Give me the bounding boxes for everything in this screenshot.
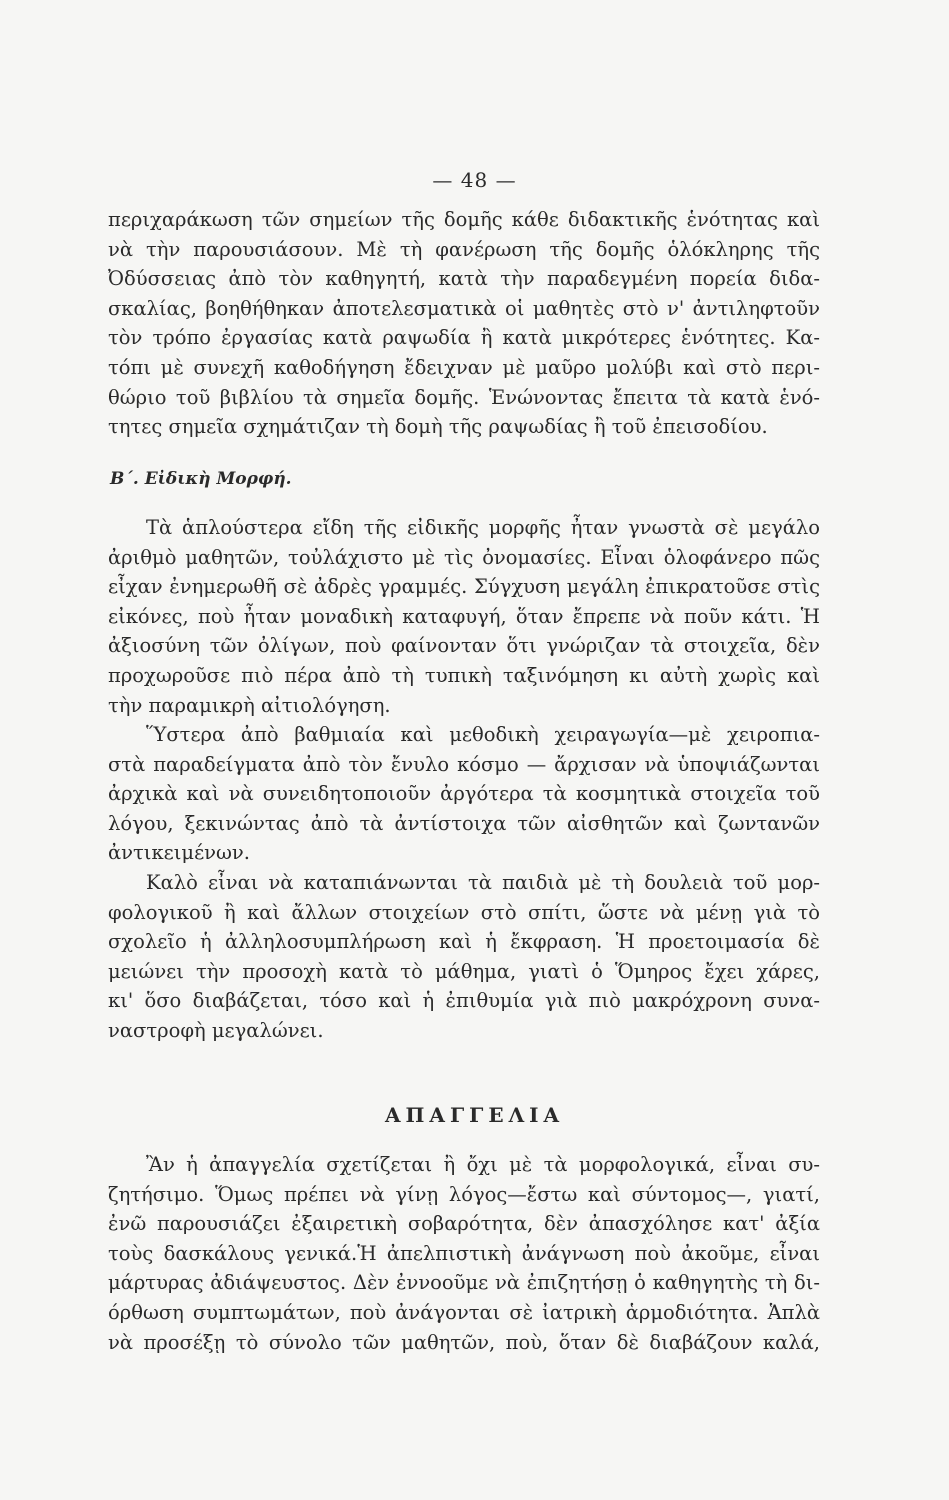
text-line: Ὀδύσσειας ἀπὸ τὸν καθηγητή, κατὰ τὴν παραδεγμένη πορεία διδα- [108, 267, 820, 291]
paragraph-special-form [108, 513, 820, 720]
text-line: μειώνει τὴν προσοχὴ κατὰ τὸ μάθημα, γιατὶ ὁ Ὅμηρος ἔχει χάρες, [108, 959, 820, 983]
text-line: εἶχαν ἐνημερωθῆ σὲ ἀδρὲς γραμμές. Σύγχυση μεγάλη ἐπικρατοῦσε στὶς [108, 575, 820, 599]
subheading-special-form: Β΄. Εἰδικὴ Μορφή. [110, 469, 292, 489]
text-line: ἀξιοσύνη τῶν ὀλίγων, ποὺ φαίνονταν ὅτι γνώριζαν τὰ στοιχεῖα, δὲν [108, 634, 820, 658]
text-line: ἐνῶ παρουσιάζει ἐξαιρετικὴ σοβαρότητα, δὲν ἀπασχόλησε κατ' ἀξία [108, 1212, 820, 1236]
text-line: σχολεῖο ἡ ἀλληλοσυμπλήρωση καὶ ἡ ἔκφραση. Ἡ προετοιμασία δὲ [108, 930, 820, 954]
text-line: κι' ὅσο διαβάζεται, τόσο καὶ ἡ ἐπιθυμία γιὰ πιὸ μακρόχρονη συνα- [108, 989, 820, 1013]
text-line: ἀριθμὸ μαθητῶν, τοὐλάχιστο μὲ τὶς ὀνομασίες. Εἶναι ὁλοφάνερο πῶς [108, 545, 820, 569]
text-line: τητες σημεῖα σχημάτιζαν τὴ δομὴ τῆς ραψωδίας ἢ τοῦ ἐπεισοδίου. [108, 415, 768, 439]
text-line: ναστροφὴ μεγαλώνει. [108, 1018, 324, 1042]
text-line: σκαλίας, βοηθήθηκαν ἀποτελεσματικὰ οἱ μαθητὲς στὸ ν' ἀντιληφτοῦν [108, 296, 820, 320]
text-line: Τὰ ἁπλούστερα εἴδη τῆς εἰδικῆς μορφῆς ἦταν γνωστὰ σὲ μεγάλο [146, 516, 820, 539]
text-line: μάρτυρας ἀδιάψευστος. Δὲν ἐννοοῦμε νὰ ἐπιζητήσῃ ὁ καθηγητὴς τὴ δι- [108, 1271, 820, 1295]
text-line: ζητήσιμο. Ὅμως πρέπει νὰ γίνῃ λόγος—ἔστω καὶ σύντομος—, γιατί, [108, 1182, 820, 1206]
text-line: θώριο τοῦ βιβλίου τὰ σημεῖα δομῆς. Ἑνώνοντας ἔπειτα τὰ κατὰ ἑνό- [108, 385, 820, 409]
text-line: στὰ παραδείγματα ἀπὸ τὸν ἔνυλο κόσμο — ἄρχισαν νὰ ὑποψιάζωνται [108, 752, 820, 776]
text-line: εἰκόνες, ποὺ ἦταν μοναδικὴ καταφυγή, ὅταν ἔπρεπε νὰ ποῦν κάτι. Ἡ [108, 604, 820, 628]
text-line: περιχαράκωση τῶν σημείων τῆς δομῆς κάθε διδακτικῆς ἑνότητας καὶ [108, 208, 820, 231]
paragraph-homework [108, 868, 820, 1046]
text-line: Καλὸ εἶναι νὰ καταπιάνωνται τὰ παιδιὰ μὲ τὴ δουλειὰ τοῦ μορ- [146, 871, 820, 894]
paragraph-guidance [108, 720, 820, 868]
text-line: λόγου, ξεκινώντας ἀπὸ τὰ ἀντίστοιχα τῶν αἰσθητῶν καὶ ζωντανῶν [108, 811, 820, 835]
paragraph-recitation [108, 1150, 820, 1357]
paragraph-structure [108, 205, 820, 442]
text-line: τόπι μὲ συνεχῆ καθοδήγηση ἔδειχναν μὲ μαῦρο μολύβι καὶ στὸ περι- [108, 355, 820, 379]
page-number: — 48 — [432, 168, 517, 192]
text-line: φολογικοῦ ἢ καὶ ἄλλων στοιχείων στὸ σπίτι, ὥστε νὰ μένῃ γιὰ τὸ [108, 900, 820, 924]
text-line: τοὺς δασκάλους γενικά.Ἡ ἀπελπιστικὴ ἀνάγνωση ποὺ ἀκοῦμε, εἶναι [108, 1241, 820, 1265]
text-line: τὸν τρόπο ἐργασίας κατὰ ραψωδία ἢ κατὰ μικρότερες ἑνότητες. Κα- [108, 326, 820, 350]
section-title: ΑΠΑΓΓΕΛΙΑ [385, 1103, 564, 1127]
text-line: Ἂν ἡ ἀπαγγελία σχετίζεται ἢ ὄχι μὲ τὰ μορφολογικά, εἶναι συ- [146, 1153, 820, 1176]
text-line: ἀρχικὰ καὶ νὰ συνειδητοποιοῦν ἀργότερα τὰ κοσμητικὰ στοιχεῖα τοῦ [108, 782, 820, 806]
text-line: νὰ τὴν παρουσιάσουν. Μὲ τὴ φανέρωση τῆς δομῆς ὁλόκληρης τῆς [108, 237, 820, 261]
text-line: όρθωση συμπτωμάτων, ποὺ ἀνάγονται σὲ ἰατρικὴ ἁρμοδιότητα. Ἁπλὰ [108, 1300, 820, 1324]
text-line: τὴν παραμικρὴ αἰτιολόγηση. [108, 693, 391, 717]
text-line: ἀντικειμένων. [108, 841, 250, 865]
text-line: νὰ προσέξῃ τὸ σύνολο τῶν μαθητῶν, ποὺ, ὅταν δὲ διαβάζουν καλά, [108, 1330, 820, 1354]
text-line: προχωροῦσε πιὸ πέρα ἀπὸ τὴ τυπικὴ ταξινόμηση κι αὐτὴ χωρὶς καὶ [108, 663, 820, 687]
text-line: Ὕστερα ἀπὸ βαθμιαία καὶ μεθοδικὴ χειραγωγία—μὲ χειροπια- [146, 723, 820, 746]
